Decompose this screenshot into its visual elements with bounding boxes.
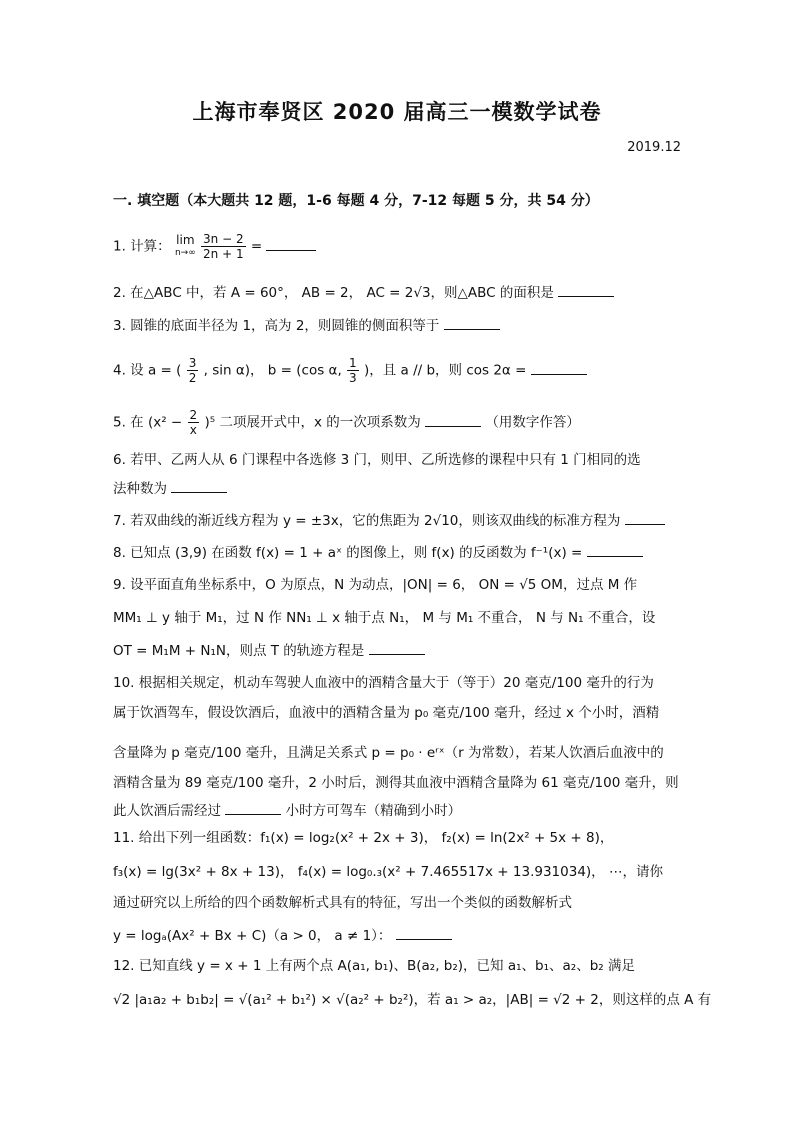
question-11-line-2: f₃(x) = lg(3x² + 8x + 13)， f₄(x) = log₀.₃(x² + 7.465517x + 13.931034)， ⋯，请你 — [113, 864, 663, 880]
q5-text-c: （用数字作答） — [485, 414, 580, 431]
q5-text-b: )⁵ 二项展开式中，x 的一次项系数为 — [204, 414, 421, 431]
section-heading: 一. 填空题（本大题共 12 题，1-6 每题 4 分，7-12 每题 5 分，共 54 分） — [113, 193, 599, 209]
q1-prefix: 1. 计算： — [113, 238, 171, 255]
q4-fraction-2 — [347, 356, 359, 385]
q4-f1-denominator: 2 — [188, 371, 197, 385]
question-10-line-1: 10. 根据相关规定，机动车驾驶人血液中的酒精含量大于（等于）20 毫克/100 毫升的行为 — [113, 675, 654, 691]
lim-subscript: n→∞ — [174, 247, 196, 258]
question-8 — [113, 542, 643, 563]
q8-text: 8. 已知点 (3,9) 在函数 f(x) = 1 + aˣ 的图像上，则 f(x) 的反函数为 f⁻¹(x) = — [113, 545, 587, 561]
q10-line5-b: 小时方可驾车（精确到小时） — [285, 803, 462, 819]
q1-denominator: 2n + 1 — [203, 247, 244, 261]
q2-text: 2. 在△ABC 中，若 A = 60°， AB = 2， AC = 2√3，则△ABC 的面积是 — [113, 285, 554, 301]
exam-date: 2019.12 — [627, 140, 681, 155]
q4-f2-numerator: 1 — [349, 356, 357, 370]
q4-fraction-1 — [187, 356, 199, 385]
question-11-line-1: 11. 给出下列一组函数：f₁(x) = log₂(x² + 2x + 3)， f₂(x) = ln(2x² + 5x + 8)， — [113, 830, 614, 846]
question-9-line-1: 9. 设平面直角坐标系中，O 为原点，N 为动点，|ON| = 6， ON = √5 OM，过点 M 作 — [113, 577, 638, 593]
q1-numerator: 3n − 2 — [203, 232, 244, 246]
page-title: 上海市奉贤区 2020 届高三一模数学试卷 — [192, 100, 602, 124]
answer-blank-1[interactable] — [266, 236, 316, 251]
q4-text-a: 4. 设 a = ( — [113, 362, 182, 379]
question-10-line-4: 酒精含量为 89 毫克/100 毫升，2 小时后，测得其血液中酒精含量降为 61 毫克/100 毫升，则 — [113, 775, 679, 791]
question-9-line-3 — [113, 640, 425, 661]
q4-text-b: , sin α)， b = (cos α, — [203, 362, 347, 379]
answer-blank-6[interactable] — [171, 478, 227, 493]
q4-text-c: )，且 a // b，则 cos 2α = — [363, 362, 531, 379]
question-6-line-2 — [113, 478, 227, 499]
q6-line2-text: 法种数为 — [113, 481, 167, 497]
lim-text: lim — [176, 232, 195, 247]
question-10-line-5 — [113, 800, 461, 821]
q1-equals: = — [250, 238, 267, 255]
question-4 — [113, 356, 587, 385]
q10-line5-a: 此人饮酒后需经过 — [113, 803, 221, 819]
question-9-line-2: MM₁ ⊥ y 轴于 M₁，过 N 作 NN₁ ⊥ x 轴于点 N₁， M 与 M₁ 不重合， N 与 N₁ 不重合，设 — [113, 610, 656, 626]
answer-blank-7[interactable] — [625, 510, 665, 525]
question-10-line-2: 属于饮酒驾车，假设饮酒后，血液中的酒精含量为 p₀ 毫克/100 毫升，经过 x 个小时，酒精 — [113, 705, 660, 721]
question-6-line-1: 6. 若甲、乙两人从 6 门课程中各选修 3 门，则甲、乙所选修的课程中只有 1 门相同的选 — [113, 452, 641, 468]
answer-blank-11[interactable] — [396, 925, 452, 940]
limit-symbol — [175, 234, 196, 260]
question-10-line-3: 含量降为 p 毫克/100 毫升，且满足关系式 p = p₀ · eʳˣ（r 为常数），若某人饮酒后血液中的 — [113, 745, 664, 761]
q5-f-denominator: x — [189, 423, 197, 437]
q3-text: 3. 圆锥的底面半径为 1，高为 2，则圆锥的侧面积等于 — [113, 318, 440, 334]
answer-blank-9[interactable] — [369, 640, 425, 655]
question-12-line-1: 12. 已知直线 y = x + 1 上有两个点 A(a₁, b₁)、B(a₂, b₂)，已知 a₁、b₁、a₂、b₂ 满足 — [113, 958, 635, 974]
question-12-line-2: √2 |a₁a₂ + b₁b₂| = √(a₁² + b₁²) × √(a₂² + b₂²)，若 a₁ > a₂，|AB| = √2 + 2，则这样的点 A 有 — [113, 992, 712, 1008]
answer-blank-4[interactable] — [531, 360, 587, 375]
answer-blank-2[interactable] — [558, 282, 614, 297]
q5-f-numerator: 2 — [189, 408, 198, 422]
q1-fraction — [201, 232, 246, 261]
answer-blank-5[interactable] — [425, 412, 481, 427]
q5-text-a: 5. 在 (x² − — [113, 414, 187, 431]
question-5 — [113, 408, 580, 437]
question-11-line-3: 通过研究以上所给的四个函数解析式具有的特征，写出一个类似的函数解析式 — [113, 895, 572, 911]
question-7 — [113, 510, 665, 531]
q9-line3-text: OT = M₁M + N₁N，则点 T 的轨迹方程是 — [113, 643, 365, 659]
answer-blank-8[interactable] — [587, 542, 643, 557]
q4-f1-numerator: 3 — [188, 356, 197, 370]
q11-line4-text: y = logₐ(Ax² + Bx + C)（a > 0， a ≠ 1）： — [113, 928, 392, 944]
question-2 — [113, 282, 614, 303]
answer-blank-3[interactable] — [444, 315, 500, 330]
answer-blank-10[interactable] — [225, 800, 281, 815]
q4-f2-denominator: 3 — [349, 371, 357, 385]
question-11-line-4 — [113, 925, 452, 946]
q7-text: 7. 若双曲线的渐近线方程为 y = ±3x，它的焦距为 2√10，则该双曲线的标准方程为 — [113, 513, 621, 529]
q5-fraction — [188, 408, 200, 437]
question-1 — [113, 232, 316, 261]
question-3 — [113, 315, 500, 336]
